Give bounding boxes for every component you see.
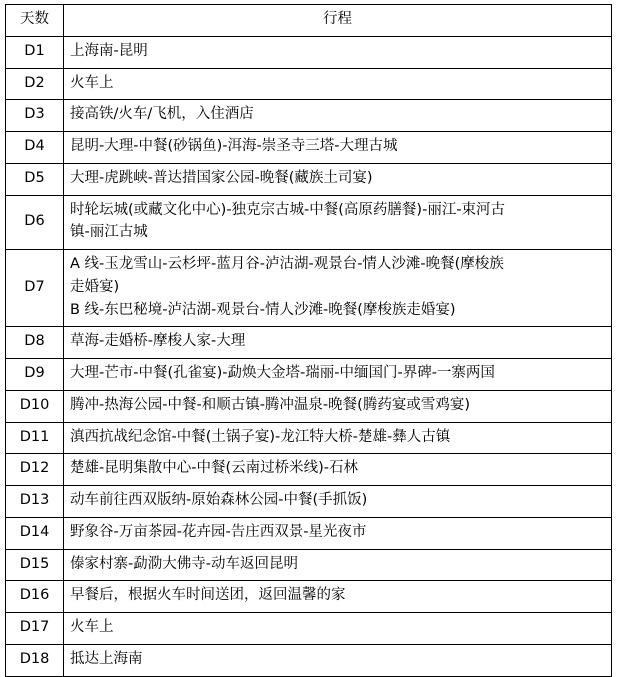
cell-route <box>64 359 612 391</box>
itinerary-table <box>5 4 612 677</box>
route-line: 楚雄-昆明集散中心-中餐(云南过桥米线)-石林 <box>70 460 359 477</box>
cell-day: D11 <box>6 422 64 454</box>
cell-route <box>64 195 612 250</box>
route-line: A 线-玉龙雪山-云杉坪-蓝月谷-泸沽湖-观景台-情人沙滩-晚餐(摩梭族 <box>70 256 504 272</box>
cell-route <box>64 327 612 359</box>
cell-day: D16 <box>6 581 64 613</box>
table-row <box>6 517 612 549</box>
cell-day: D17 <box>6 613 64 645</box>
route-line: 上海南-昆明 <box>70 42 148 59</box>
cell-day: D6 <box>6 195 64 250</box>
route-line: 大理-虎跳峡-普达措国家公园-晚餐(藏族土司宴) <box>70 169 373 186</box>
table-row <box>6 195 612 250</box>
table-row <box>6 422 612 454</box>
cell-day: D3 <box>6 100 64 132</box>
cell-day: D8 <box>6 327 64 359</box>
column-header-day: 天数 <box>6 5 64 37</box>
route-line: 滇西抗战纪念馆-中餐(土锅子宴)-龙江特大桥-楚雄-彝人古镇 <box>70 428 451 445</box>
cell-day: D15 <box>6 549 64 581</box>
column-header-route: 行程 <box>64 5 612 37</box>
table-row <box>6 327 612 359</box>
route-line: 野象谷-万亩茶园-花卉园-告庄西双景-星光夜市 <box>70 523 367 540</box>
route-line: B 线-东巴秘境-泸沽湖-观景台-情人沙滩-晚餐(摩梭族走婚宴) <box>70 301 456 318</box>
route-line: 火车上 <box>70 74 114 91</box>
table-row <box>6 36 612 68</box>
table-row <box>6 359 612 391</box>
route-line: 昆明-大理-中餐(砂锅鱼)-洱海-崇圣寺三塔-大理古城 <box>70 138 398 154</box>
cell-day: D5 <box>6 163 64 195</box>
table-row <box>6 644 612 676</box>
cell-route <box>64 100 612 132</box>
cell-route <box>64 486 612 518</box>
table-body <box>6 36 612 676</box>
cell-route <box>64 613 612 645</box>
route-line: 腾冲-热海公园-中餐-和顺古镇-腾冲温泉-晚餐(腾药宴或雪鸡宴) <box>70 396 470 413</box>
table-header-row <box>6 5 612 37</box>
route-line: 时轮坛城(或藏文化中心)-独克宗古城-中餐(高原药膳餐)-丽江-束河古 <box>70 201 506 218</box>
cell-route <box>64 581 612 613</box>
route-line: 大理-芒市-中餐(孔雀宴)-勐焕大金塔-瑞丽-中缅国门-界碑-一寨两国 <box>70 365 495 381</box>
route-line: 接高铁/火车/飞机，入住酒店 <box>70 106 254 123</box>
cell-route <box>64 163 612 195</box>
cell-route <box>64 250 612 327</box>
cell-day: D7 <box>6 250 64 327</box>
cell-day: D2 <box>6 68 64 100</box>
cell-route <box>64 644 612 676</box>
table-row <box>6 454 612 486</box>
route-line: 早餐后，根据火车时间送团，返回温馨的家 <box>70 587 346 604</box>
table-row <box>6 132 612 164</box>
cell-route <box>64 517 612 549</box>
route-line: 傣家村寨-勐泐大佛寺-动车返回昆明 <box>70 555 298 572</box>
cell-route <box>64 422 612 454</box>
cell-day: D12 <box>6 454 64 486</box>
route-line: 草海-走婚桥-摩梭人家-大理 <box>70 333 246 350</box>
route-line: 火车上 <box>70 619 114 635</box>
cell-route <box>64 454 612 486</box>
table-row <box>6 100 612 132</box>
table-row <box>6 163 612 195</box>
cell-day: D18 <box>6 644 64 676</box>
cell-day: D10 <box>6 390 64 422</box>
cell-route <box>64 132 612 164</box>
cell-day: D13 <box>6 486 64 518</box>
route-line: 抵达上海南 <box>70 650 143 667</box>
table-row <box>6 390 612 422</box>
table-row <box>6 486 612 518</box>
cell-day: D14 <box>6 517 64 549</box>
table-row <box>6 68 612 100</box>
route-line: 镇-丽江古城 <box>70 224 148 241</box>
table-row <box>6 581 612 613</box>
table-row <box>6 613 612 645</box>
cell-day: D1 <box>6 36 64 68</box>
cell-day: D9 <box>6 359 64 391</box>
table-header <box>6 5 612 37</box>
route-line: 动车前往西双版纳-原始森林公园-中餐(手抓饭) <box>70 492 368 508</box>
table-row <box>6 250 612 327</box>
cell-route <box>64 68 612 100</box>
cell-route <box>64 390 612 422</box>
route-line: 走婚宴) <box>70 278 120 295</box>
cell-route <box>64 549 612 581</box>
cell-route <box>64 36 612 68</box>
table-row <box>6 549 612 581</box>
cell-day: D4 <box>6 132 64 164</box>
